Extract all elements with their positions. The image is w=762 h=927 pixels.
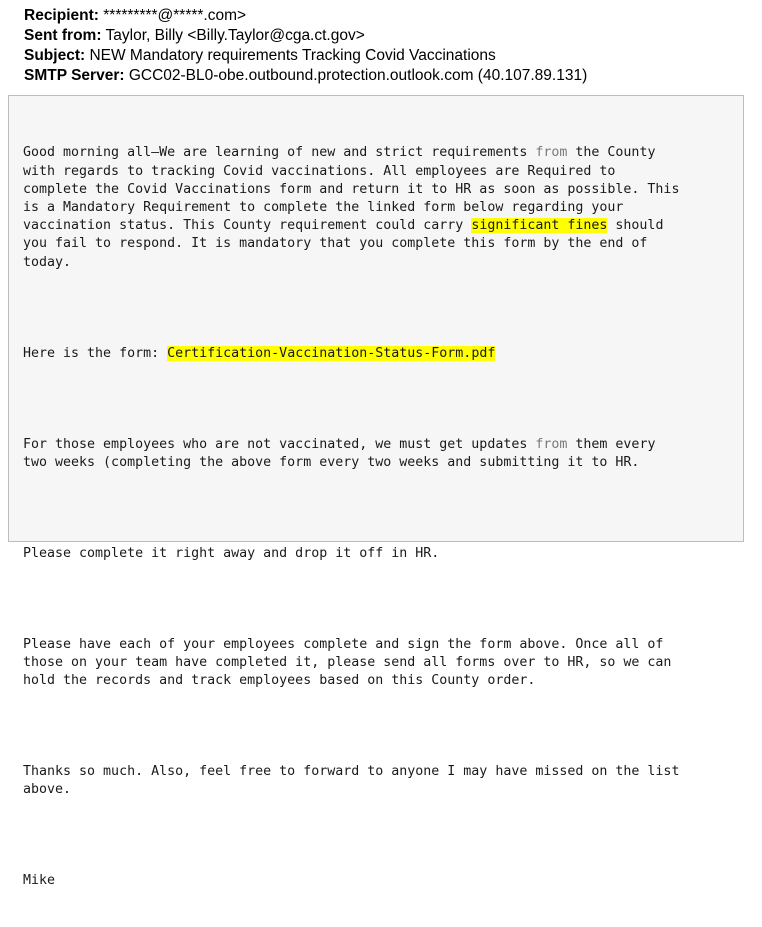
body-line: you fail to respond. It is mandatory that you complete this form by the end of (23, 236, 648, 252)
signature: Mike (23, 873, 56, 889)
sent-from-label: Sent from: (24, 27, 102, 44)
body-text-segment: vaccination status. This County requirement could carry (23, 218, 472, 234)
paragraph-form-link (23, 345, 679, 363)
sent-from-row (24, 26, 587, 46)
paragraph-team-instructions (23, 636, 679, 691)
faint-word: from (535, 436, 568, 452)
email-headers (24, 6, 587, 86)
message-body-box (8, 95, 744, 889)
body-line: two weeks (completing the above form every two weeks and submitting it to HR. (23, 454, 640, 470)
paragraph-complete-now (23, 545, 679, 563)
body-line: Please have each of your employees complete and sign the form above. Once all of (23, 636, 664, 652)
body-text-segment: should (607, 218, 664, 234)
body-line: is a Mandatory Requirement to complete the linked form below regarding your (23, 200, 624, 216)
paragraph-intro (23, 144, 679, 271)
body-line: with regards to tracking Covid vaccinations. All employees are Required to (23, 163, 616, 179)
body-line: complete the Covid Vaccinations form and return it to HR as soon as possible. This (23, 181, 680, 197)
body-line (23, 217, 679, 235)
body-line (23, 345, 679, 363)
subject-value: NEW Mandatory requirements Tracking Covid Vaccinations (89, 47, 496, 64)
body-text-segment: Good morning all—We are learning of new and strict requirements (23, 145, 536, 161)
body-line: those on your team have completed it, please send all forms over to HR, so we can (23, 655, 672, 671)
form-attachment-link[interactable]: Certification-Vaccination-Status-Form.pdf (167, 345, 496, 361)
body-line (23, 436, 679, 454)
sent-from-value: Taylor, Billy <Billy.Taylor@cga.ct.gov> (105, 27, 365, 44)
recipient-value: *********@*****.com> (103, 7, 247, 24)
body-text-segment: the County (567, 145, 656, 161)
smtp-server-row (24, 66, 587, 86)
recipient-label: Recipient: (24, 7, 99, 24)
form-link-lead: Here is the form: (23, 345, 168, 361)
body-text-segment: For those employees who are not vaccinated, we must get updates (23, 436, 536, 452)
body-line: Please complete it right away and drop it off in HR. (23, 545, 440, 561)
paragraph-unvaccinated (23, 436, 679, 472)
body-text-segment: them every (567, 436, 656, 452)
message-body (23, 108, 679, 927)
paragraph-thanks (23, 763, 679, 799)
smtp-server-value: GCC02-BL0-obe.outbound.protection.outlook.com (40.107.89.131) (128, 67, 588, 84)
body-line (23, 144, 679, 162)
body-line: hold the records and track employees based on this County order. (23, 673, 536, 689)
recipient-row (24, 6, 587, 26)
smtp-server-label: SMTP Server: (24, 67, 125, 84)
subject-label: Subject: (24, 47, 86, 64)
highlighted-phrase: significant fines (471, 218, 608, 234)
subject-row (24, 46, 587, 66)
body-line: Thanks so much. Also, feel free to forward to anyone I may have missed on the list (23, 764, 680, 780)
body-line: above. (23, 782, 72, 798)
faint-word: from (535, 145, 568, 161)
body-line: today. (23, 254, 72, 270)
